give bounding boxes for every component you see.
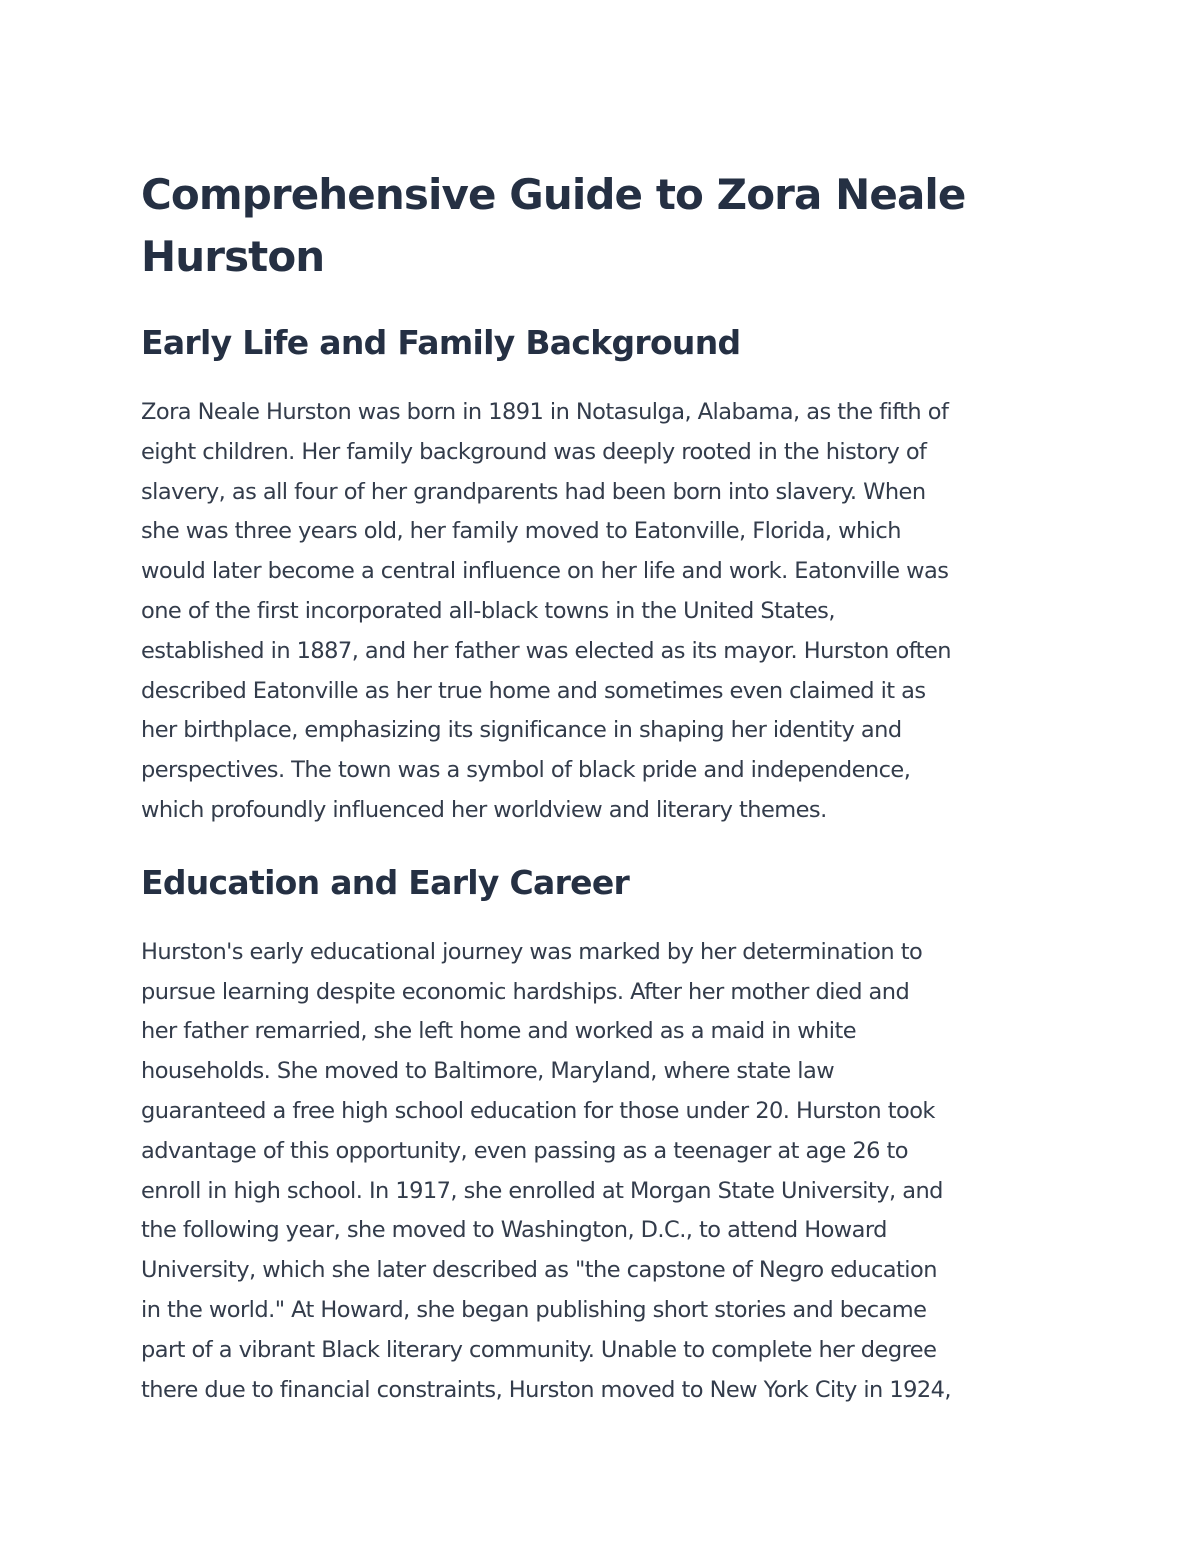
text-line: households. She moved to Baltimore, Maryland, where state law <box>141 1058 835 1085</box>
section-heading-early-life: Early Life and Family Background <box>141 323 741 362</box>
text-line: part of a vibrant Black literary community. Unable to complete her degree <box>141 1336 937 1363</box>
section-body-early-life <box>141 393 1061 831</box>
text-line: enroll in high school. In 1917, she enrolled at Morgan State University, and <box>141 1177 943 1204</box>
section-heading-education: Education and Early Career <box>141 862 630 902</box>
text-line: established in 1887, and her father was elected as its mayor. Hurston often <box>141 637 951 664</box>
text-line: pursue learning despite economic hardships. After her mother died and <box>141 978 910 1005</box>
text-line: perspectives. The town was a symbol of black pride and independence, <box>141 757 911 784</box>
text-line: Hurston's early educational journey was marked by her determination to <box>141 938 923 965</box>
document-title <box>141 164 1061 288</box>
text-line: Zora Neale Hurston was born in 1891 in Notasulga, Alabama, as the fifth of <box>141 399 949 425</box>
text-line: guaranteed a free high school education for those under 20. Hurston took <box>141 1097 935 1124</box>
text-line: she was three years old, her family moved to Eatonville, Florida, which <box>141 518 901 545</box>
text-line: slavery, as all four of her grandparents had been born into slavery. When <box>141 478 926 505</box>
text-line: in the world." At Howard, she began publishing short stories and became <box>141 1296 927 1323</box>
text-line: would later become a central influence on her life and work. Eatonville was <box>141 558 949 585</box>
text-line: the following year, she moved to Washington, D.C., to attend Howard <box>141 1217 887 1244</box>
document-page <box>141 164 1061 1410</box>
text-line: which profoundly influenced her worldview and literary themes. <box>141 796 827 823</box>
text-line: one of the first incorporated all-black towns in the United States, <box>141 597 835 624</box>
text-line: her father remarried, she left home and worked as a maid in white <box>141 1018 857 1045</box>
text-line: advantage of this opportunity, even passing as a teenager at age 26 to <box>141 1137 909 1164</box>
section-body-education <box>141 933 1061 1411</box>
title-line: Hurston <box>141 232 325 281</box>
text-line: eight children. Her family background was deeply rooted in the history of <box>141 438 927 465</box>
text-line: there due to financial constraints, Hurston moved to New York City in 1924, <box>141 1376 952 1403</box>
text-line: University, which she later described as "the capstone of Negro education <box>141 1257 937 1284</box>
text-line: described Eatonville as her true home and sometimes even claimed it as <box>141 677 926 704</box>
text-line: her birthplace, emphasizing its significance in shaping her identity and <box>141 717 902 744</box>
title-line: Comprehensive Guide to Zora Neale <box>141 170 966 219</box>
